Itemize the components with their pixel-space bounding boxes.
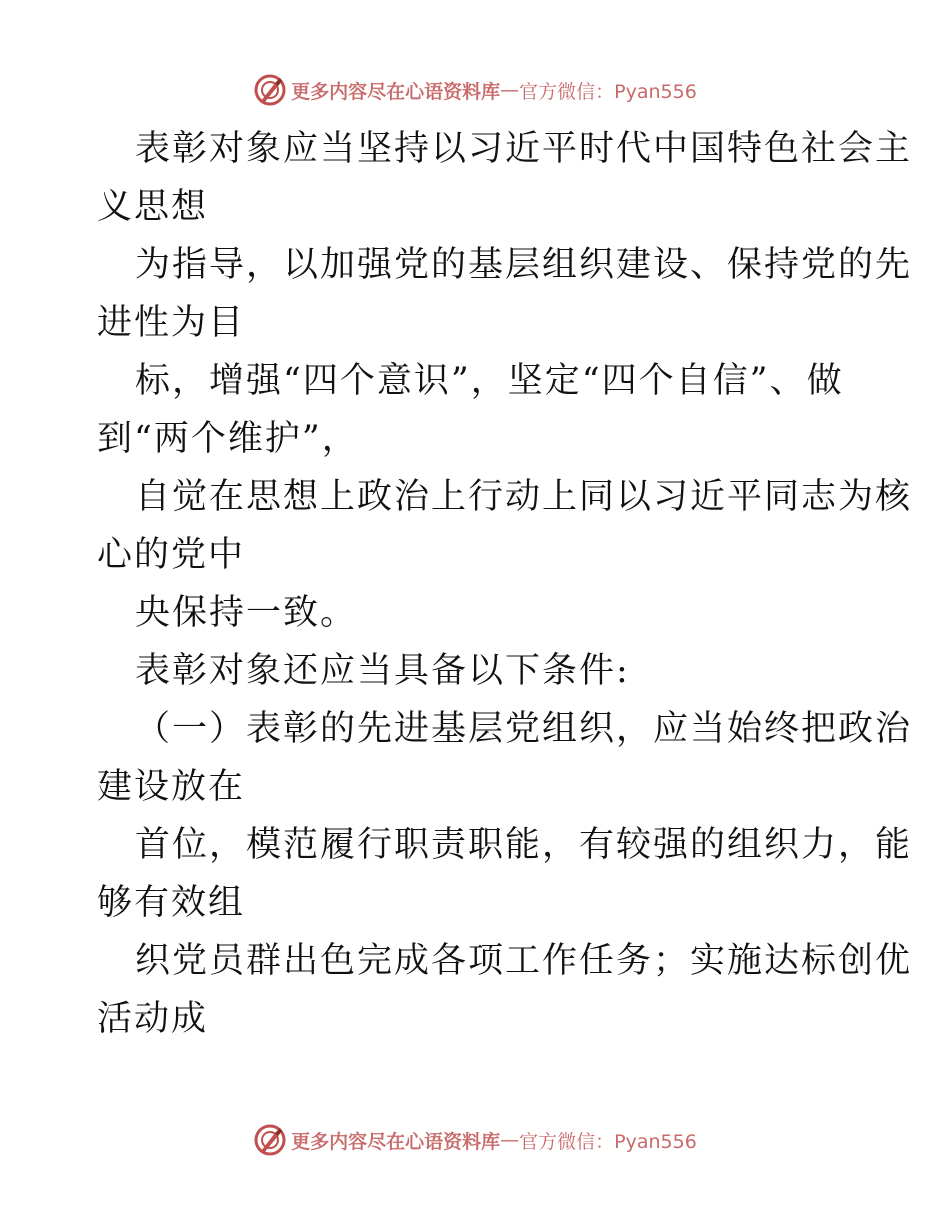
- footer-wechat-text: 官方微信：Pyan556: [519, 1130, 697, 1153]
- header-brand-text: 更多内容尽在心语资料库: [291, 80, 501, 103]
- text-line: 织党员群出色完成各项工作任务；实施达标创优: [135, 941, 913, 981]
- text-line: 心的党中: [97, 535, 246, 575]
- text-line: 首位，模范履行职责职能，有较强的组织力，能: [135, 825, 913, 865]
- footer-brand-text: 更多内容尽在心语资料库: [291, 1130, 501, 1153]
- text-line: 自觉在思想上政治上行动上同以习近平同志为核: [135, 477, 913, 517]
- text-line: 活动成: [97, 999, 209, 1039]
- document-body: [97, 120, 913, 1048]
- header-wechat-text: 官方微信：Pyan556: [519, 80, 697, 103]
- text-line: 进性为目: [97, 303, 246, 343]
- text-line: 到“两个维护”，: [97, 419, 359, 459]
- text-line: 够有效组: [97, 883, 246, 923]
- text-line: 表彰对象还应当具备以下条件:: [135, 651, 630, 691]
- footer-watermark: [0, 1120, 950, 1160]
- footer-separator: —: [500, 1129, 520, 1151]
- text-line: 表彰对象应当坚持以习近平时代中国特色社会主: [135, 129, 913, 169]
- text-line: （一）表彰的先进基层党组织，应当始终把政治: [135, 709, 913, 749]
- pen-circle-logo-icon: [253, 1123, 287, 1157]
- text-line: 建设放在: [97, 767, 246, 807]
- text-line: 标，增强“四个意识”，坚定“四个自信”、做: [135, 361, 844, 401]
- text-line: 央保持一致。: [135, 593, 358, 633]
- header-watermark: [0, 70, 950, 110]
- text-line: 为指导，以加强党的基层组织建设、保持党的先: [135, 245, 913, 285]
- text-line: 义思想: [97, 187, 209, 227]
- header-separator: —: [500, 79, 520, 101]
- pen-circle-logo-icon: [253, 73, 287, 107]
